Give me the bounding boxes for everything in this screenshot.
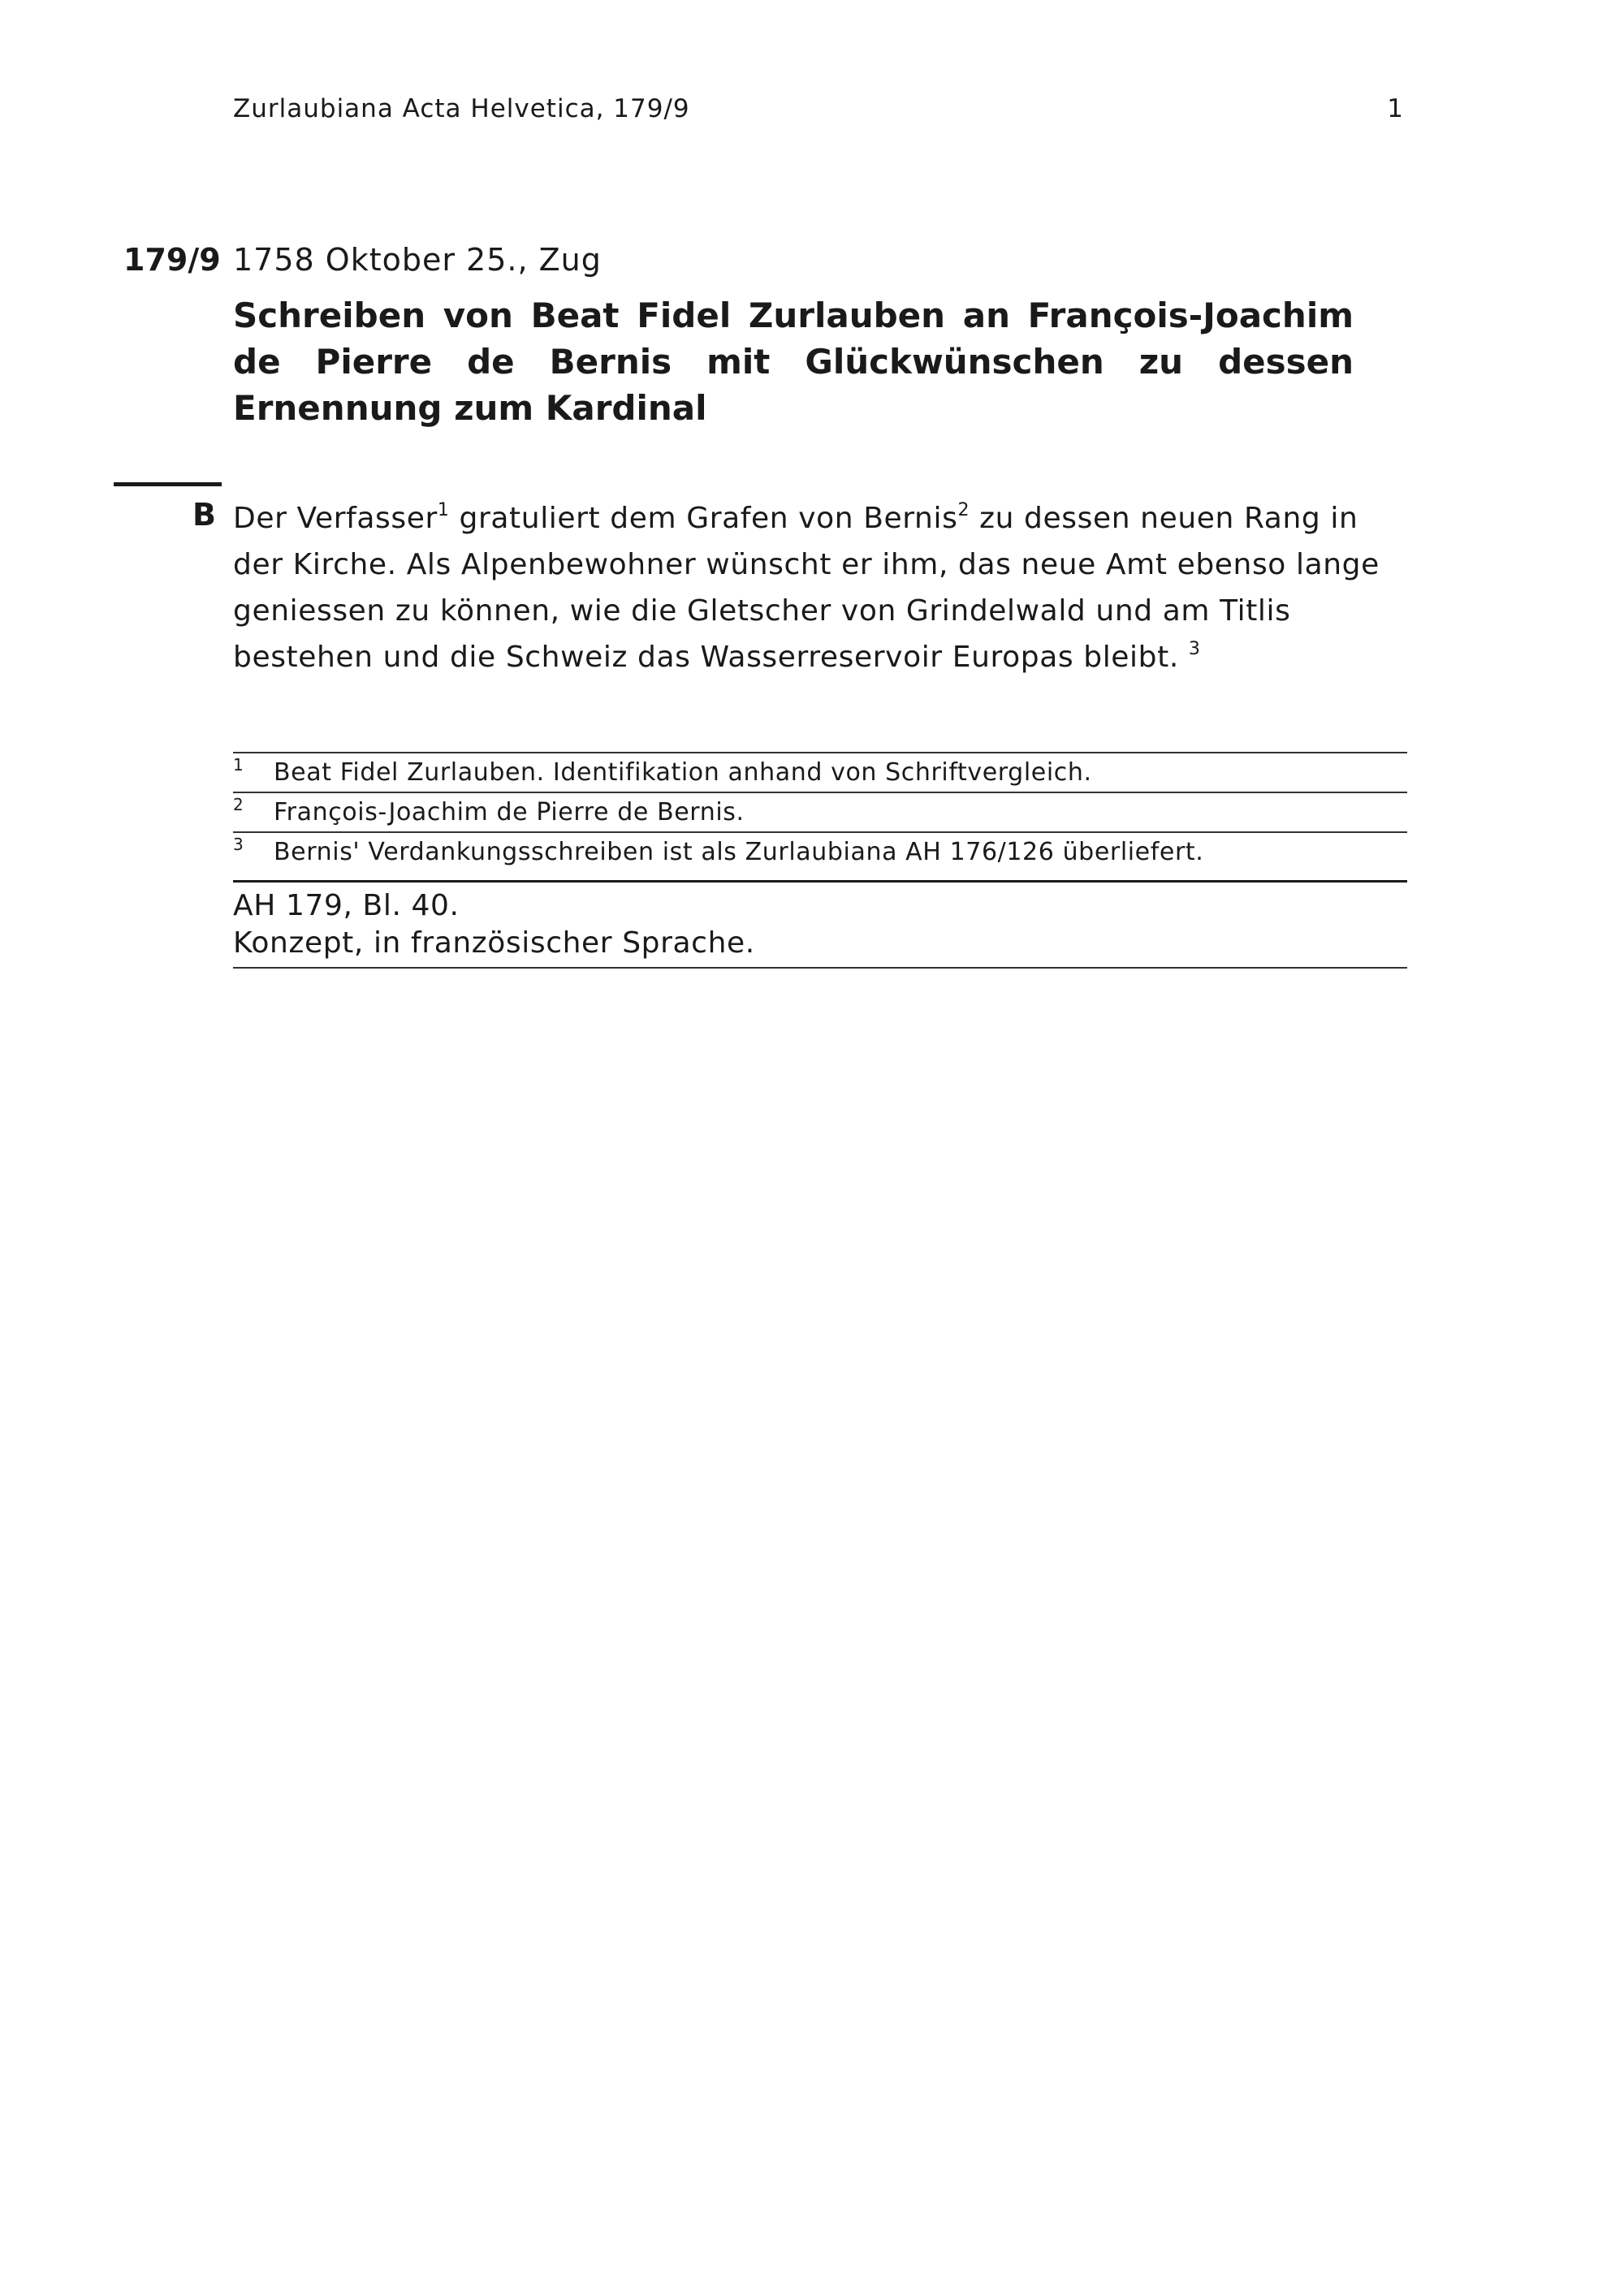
page-number: 1 — [1387, 94, 1403, 123]
footnote-marker: 1 — [233, 755, 244, 775]
entry-number: 179/9 — [123, 242, 221, 278]
entry-date-place: 1758 Oktober 25., Zug — [233, 242, 602, 278]
footnote-text: François-Joachim de Pierre de Bernis. — [274, 798, 745, 826]
summary-marker: B — [192, 497, 216, 533]
footnote-text: Beat Fidel Zurlauben. Identifikation anhand von Schriftvergleich. — [274, 758, 1092, 787]
source-signature: AH 179, Bl. 40. — [233, 889, 460, 922]
footnote-ref-1[interactable]: 1 — [437, 500, 450, 520]
footnote-ref-3[interactable]: 3 — [1188, 639, 1201, 659]
footnote-item — [233, 792, 1407, 831]
footnote-text: Bernis' Verdankungsschreiben ist als Zurlaubiana AH 176/126 überliefert. — [274, 838, 1204, 866]
footnote-item — [233, 752, 1407, 792]
summary-part-2: gratuliert dem Grafen von Bernis — [449, 502, 958, 535]
source-block — [233, 880, 1407, 969]
summary-text — [233, 495, 1410, 680]
summary-part-3: zu dessen neuen Rang in der Kirche. Als Alpenbewohner wünscht er ihm, das neue Amt ebenso lange geniessen zu können, wie die Gletscher von Grindelwald und am Titlis bestehen und die Schweiz das Wasserreservoir Europas bleibt. — [233, 502, 1380, 674]
running-title: Zurlaubiana Acta Helvetica, 179/9 — [233, 94, 690, 123]
footnote-marker: 2 — [233, 795, 244, 814]
entry-title: Schreiben von Beat Fidel Zurlauben an François-Joachim de Pierre de Bernis mit Glückwünschen zu dessen Ernennung zum Kardinal — [233, 296, 1354, 428]
footnote-ref-2[interactable]: 2 — [957, 500, 970, 520]
side-rule — [114, 482, 222, 486]
source-description: Konzept, in französischer Sprache. — [233, 926, 755, 960]
summary-part-1: Der Verfasser — [233, 502, 438, 535]
footnote-item — [233, 831, 1407, 871]
footnote-marker: 3 — [233, 835, 244, 854]
footnotes — [233, 752, 1407, 871]
